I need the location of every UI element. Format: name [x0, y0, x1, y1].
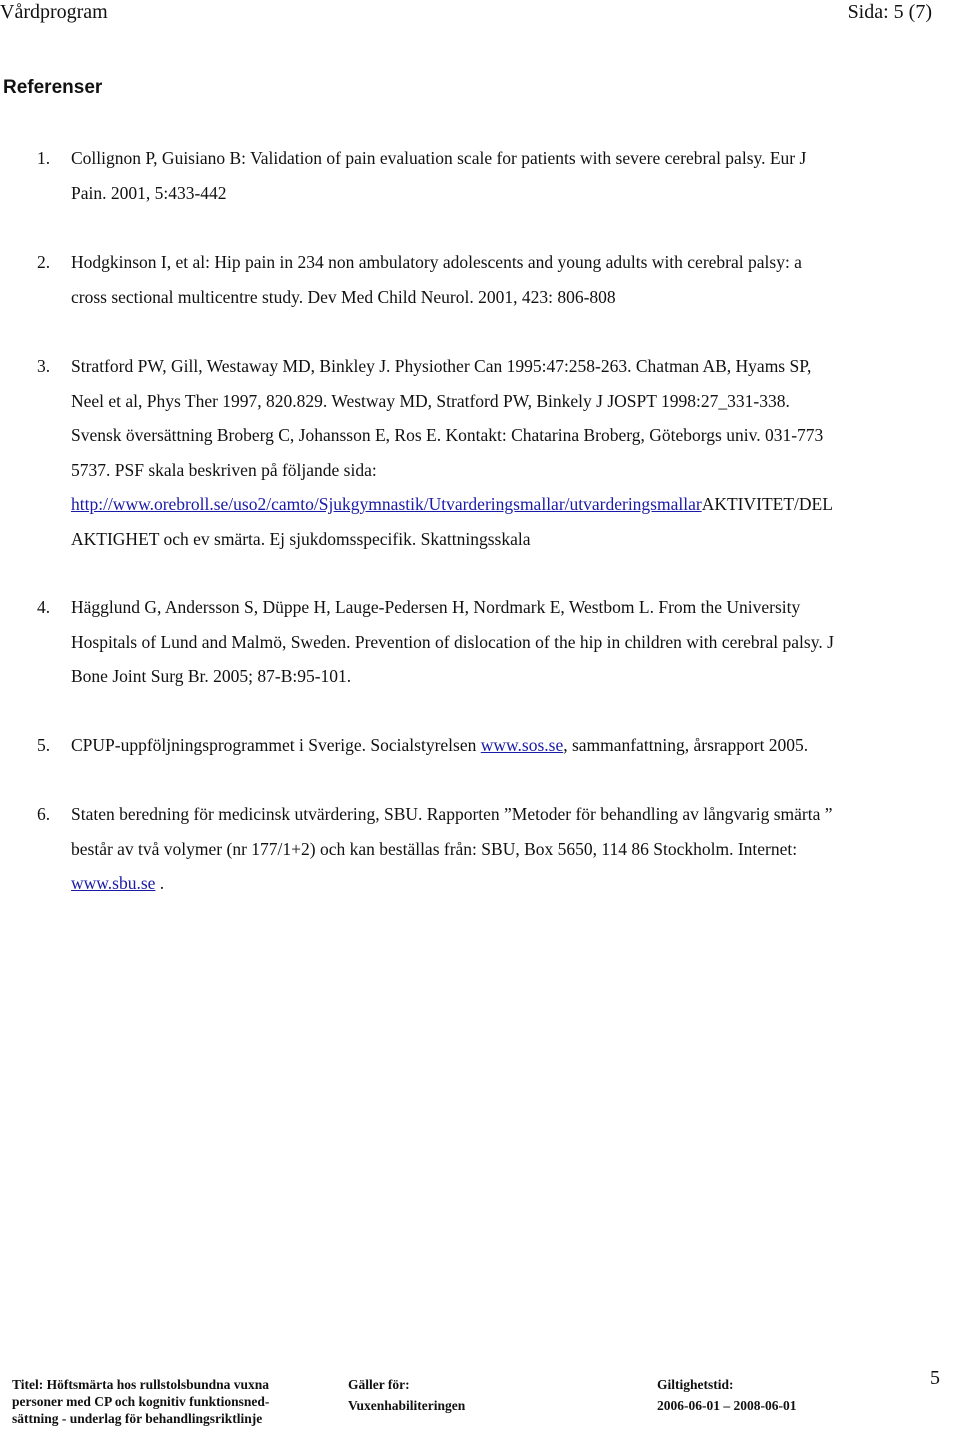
- reference-number: 5.: [37, 735, 51, 755]
- reference-text-line: cross sectional multicentre study. Dev Med Child Neurol. 2001, 423: 806-808: [71, 286, 616, 307]
- reference-number: 2.: [37, 252, 51, 272]
- footer-title-line: Titel: Höftsmärta hos rullstolsbundna vuxna: [12, 1377, 270, 1392]
- reference-number: 6.: [37, 804, 51, 824]
- footer-title-block: [12, 1376, 332, 1427]
- footer-title-line: sättning - underlag för behandlingsriktlinje: [12, 1411, 263, 1426]
- reference-number: 1.: [37, 148, 51, 168]
- reference-text-line: Svensk översättning Broberg C, Johansson E, Ros E. Kontakt: Chatarina Broberg, Göteborgs univ. 031-773: [71, 425, 824, 445]
- reference-text-fragment: AKTIVITET/DEL: [701, 494, 833, 514]
- footer-validity-label: Giltighetstid:: [657, 1377, 734, 1392]
- footer-title-line: personer med CP och kognitiv funktionsned-: [12, 1394, 270, 1409]
- reference-text-line: Neel et al, Phys Ther 1997, 820.829. Westway MD, Stratford PW, Binkely J JOSPT 1998:27_331-338.: [71, 390, 790, 411]
- page-header: [0, 0, 960, 26]
- footer-applies-label: Gäller för:: [348, 1377, 410, 1392]
- reference-text-fragment: CPUP-uppföljningsprogrammet i Sverige. Socialstyrelsen: [71, 735, 481, 755]
- footer-applies-value: Vuxenhabiliteringen: [348, 1398, 466, 1413]
- document-title: Vårdprogram: [0, 1, 108, 23]
- reference-text-line: Hägglund G, Andersson S, Düppe H, Lauge-Pedersen H, Nordmark E, Westbom L. From the University: [71, 597, 801, 617]
- footer-applies-block: [348, 1376, 465, 1414]
- reference-text-line: [71, 866, 956, 901]
- reference-number: 3.: [37, 356, 51, 376]
- reference-text-fragment: .: [155, 873, 165, 893]
- reference-text-line: Pain. 2001, 5:433-442: [71, 182, 227, 203]
- footer-validity-value: 2006-06-01 – 2008-06-01: [657, 1398, 797, 1413]
- page-indicator: Sida: 5 (7): [847, 1, 932, 23]
- footer-page-number: 5: [930, 1367, 940, 1389]
- reference-text-line: Hodgkinson I, et al: Hip pain in 234 non ambulatory adolescents and young adults with cerebral palsy: a: [71, 252, 802, 272]
- reference-text-line: Stratford PW, Gill, Westaway MD, Binkley J. Physiother Can 1995:47:258-263. Chatman AB, Hyams SP,: [71, 356, 812, 376]
- footer-validity-block: [657, 1376, 796, 1414]
- sbu-link[interactable]: www.sbu.se: [71, 873, 156, 893]
- reference-link-line: [71, 487, 956, 522]
- reference-text-line: AKTIGHET och ev smärta. Ej sjukdomsspecifik. Skattningsskala: [71, 528, 531, 549]
- reference-text-line: 5737. PSF skala beskriven på följande sida:: [71, 459, 377, 480]
- section-heading: Referenser: [3, 77, 103, 98]
- reference-text-fragment: , sammanfattning, årsrapport 2005.: [563, 735, 809, 755]
- reference-text-line: består av två volymer (nr 177/1+2) och kan beställas från: SBU, Box 5650, 114 86 Stockholm. Internet:: [71, 838, 798, 859]
- reference-text-line: Staten beredning för medicinsk utvärdering, SBU. Rapporten ”Metoder för behandling av långvarig smärta ”: [71, 804, 833, 824]
- psf-scale-link[interactable]: http://www.orebroll.se/uso2/camto/Sjukgymnastik/Utvarderingsmallar/utvarderingsmallar: [71, 494, 702, 514]
- page-footer: [0, 1367, 960, 1433]
- reference-text-line: Hospitals of Lund and Malmö, Sweden. Prevention of dislocation of the hip in children with cerebral palsy. J: [71, 631, 834, 652]
- reference-text-line: [71, 728, 956, 763]
- reference-text-line: Bone Joint Surg Br. 2005; 87-B:95-101.: [71, 666, 352, 686]
- sos-link[interactable]: www.sos.se: [480, 735, 564, 755]
- reference-number: 4.: [37, 597, 51, 617]
- reference-text-line: Collignon P, Guisiano B: Validation of pain evaluation scale for patients with severe cerebral palsy. Eur J: [71, 148, 807, 168]
